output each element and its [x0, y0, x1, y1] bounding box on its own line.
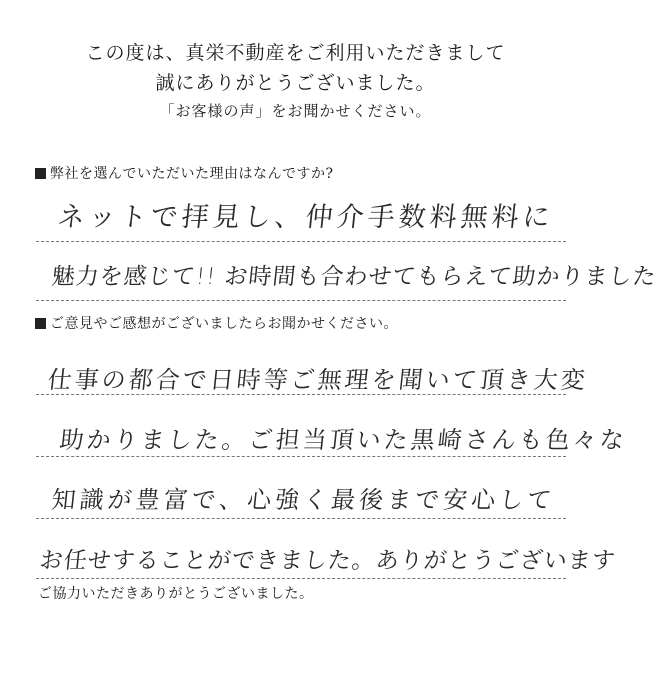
question-2-label: ご意見やご感想がございましたらお聞かせください。 — [50, 316, 398, 332]
answer-line-rule — [36, 456, 566, 457]
handwritten-answer-2-line-4: お任せすることができました。ありがとうございます — [38, 548, 618, 574]
thanks-line: 誠にありがとうございました。 — [155, 72, 436, 94]
answer-line-rule — [36, 578, 566, 579]
handwritten-answer-1-line-2: 魅力を感じて!! お時間も合わせてもらえて助かりました — [50, 264, 658, 290]
answer-line-rule — [36, 241, 566, 242]
handwritten-answer-1-line-1: ネットで拝見し、仲介手数料無料に — [56, 202, 556, 233]
handwritten-answer-2-line-2: 助かりました。ご担当頂いた黒崎さんも色々な — [58, 426, 629, 454]
footer-thanks: ご協力いただきありがとうございました。 — [38, 586, 314, 602]
question-2 — [35, 313, 398, 333]
square-bullet-icon — [35, 168, 46, 179]
handwritten-answer-2-line-1: 仕事の都合で日時等ご無理を聞いて頂き大変 — [46, 366, 590, 394]
question-1 — [35, 163, 334, 183]
answer-line-rule — [36, 300, 566, 301]
handwritten-answer-2-line-3: 知識が豊富で、心強く最後まで安心して — [50, 486, 557, 514]
request-line: 「お客様の声」をお聞かせください。 — [159, 102, 432, 120]
square-bullet-icon — [35, 318, 46, 329]
answer-line-rule — [36, 518, 566, 519]
question-1-label: 弊社を選んでいただいた理由はなんですか? — [50, 166, 334, 182]
page-title: この度は、真栄不動産をご利用いただきまして — [85, 42, 506, 64]
